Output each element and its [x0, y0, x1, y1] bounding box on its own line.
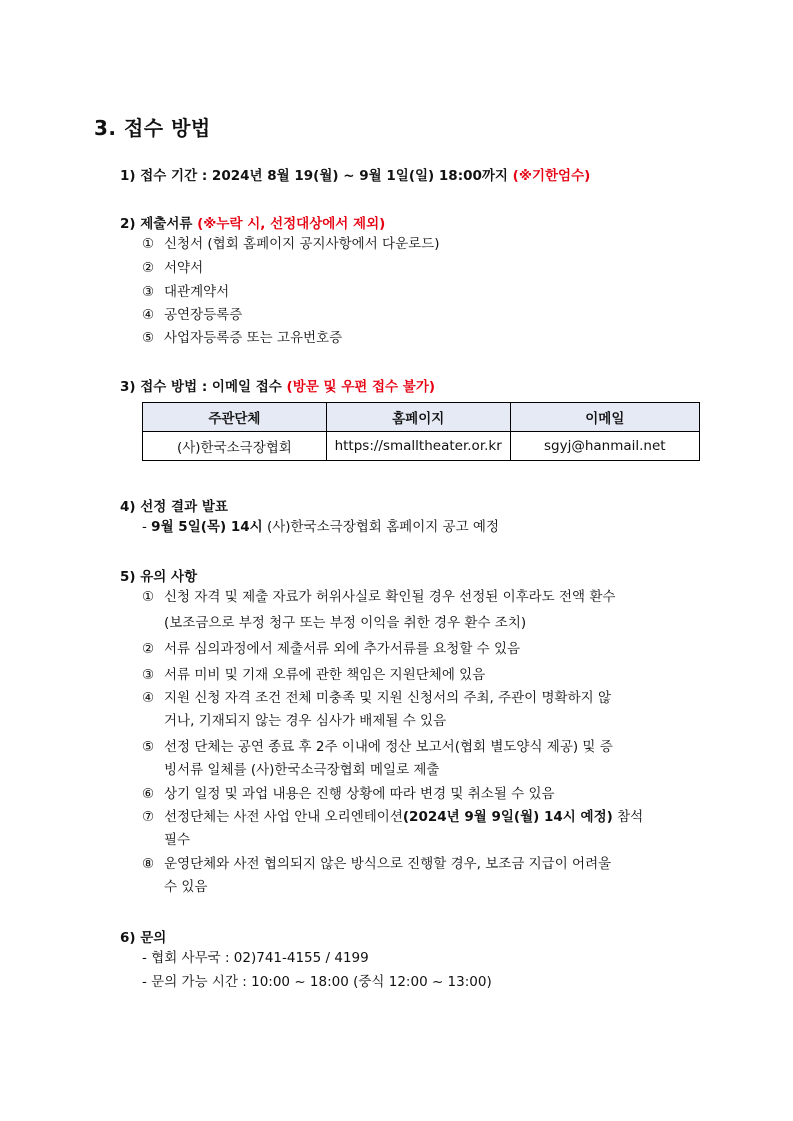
period-note: (※기한엄수)	[512, 168, 591, 184]
table-header-row	[143, 403, 700, 432]
list-item-continuation: (보조금으로 부정 청구 또는 부정 이익을 취한 경우 환수 조치)	[164, 615, 527, 631]
table-row	[143, 432, 700, 461]
list-item: ② 서류 심의과정에서 제출서류 외에 추가서류를 요청할 수 있음	[142, 641, 521, 657]
list-item-continuation: 필수	[164, 832, 191, 848]
list-item: ③ 서류 미비 및 기재 오류에 관한 책임은 지원단체에 있음	[142, 667, 486, 683]
list-item: ④ 공연장등록증	[142, 307, 243, 323]
list-item: ⑧ 운영단체와 사전 협의되지 않은 방식으로 진행할 경우, 보조금 지급이 어려울	[142, 856, 612, 872]
period-label: 1) 접수 기간 : 2024년 8월 19(월) ~ 9월 1일(일) 18:00까지	[120, 168, 508, 184]
list-item-continuation: 거나, 기재되지 않는 경우 심사가 배제될 수 있음	[164, 713, 447, 729]
contact-table	[142, 402, 700, 461]
notes-heading: 5) 유의 사항	[120, 569, 198, 585]
list-item: ④ 지원 신청 자격 조건 전체 미충족 및 지원 신청서의 주최, 주관이 명확하지 않	[142, 690, 612, 706]
table-header: 주관단체	[143, 403, 327, 432]
table-cell: (사)한국소극장협회	[143, 432, 327, 461]
table-header: 이메일	[510, 403, 699, 432]
list-item: ③ 대관계약서	[142, 284, 230, 300]
documents-label: 2) 제출서류	[120, 216, 193, 232]
results-line: - 9월 5일(목) 14시 (사)한국소극장협회 홈페이지 공고 예정	[142, 519, 500, 535]
method-note: (방문 및 우편 접수 불가)	[286, 379, 436, 395]
list-item-continuation: 수 있음	[164, 879, 208, 895]
table-header: 홈페이지	[326, 403, 510, 432]
list-item: ② 서약서	[142, 260, 204, 276]
method-heading	[120, 375, 435, 395]
list-item: ① 신청서 (협회 홈페이지 공지사항에서 다운로드)	[142, 236, 440, 252]
list-item: ⑤ 선정 단체는 공연 종료 후 2주 이내에 정산 보고서(협회 별도양식 제공) 및 증	[142, 739, 613, 755]
method-label: 3) 접수 방법 : 이메일 접수	[120, 379, 282, 395]
list-item: ⑤ 사업자등록증 또는 고유번호증	[142, 330, 343, 346]
documents-note: (※누락 시, 선정대상에서 제외)	[197, 216, 386, 232]
period-heading	[120, 164, 590, 184]
results-heading: 4) 선정 결과 발표	[120, 499, 228, 515]
email-link[interactable]: sgyj@hanmail.net	[510, 432, 699, 461]
homepage-link[interactable]: https://smalltheater.or.kr	[326, 432, 510, 461]
contact-heading: 6) 문의	[120, 930, 167, 946]
section-title: 3. 접수 방법	[94, 116, 211, 140]
contact-phone: - 협회 사무국 : 02)741-4155 / 4199	[142, 950, 369, 966]
contact-hours: - 문의 가능 시간 : 10:00 ~ 18:00 (중식 12:00 ~ 13:00)	[142, 974, 492, 990]
list-item: ⑦ 선정단체는 사전 사업 안내 오리엔테이션(2024년 9월 9일(월) 14시 예정) 참석	[142, 809, 644, 825]
documents-heading	[120, 212, 385, 232]
list-item: ① 신청 자격 및 제출 자료가 허위사실로 확인될 경우 선정된 이후라도 전액 환수	[142, 589, 616, 605]
list-item-continuation: 빙서류 일체를 (사)한국소극장협회 메일로 제출	[164, 762, 440, 778]
list-item: ⑥ 상기 일정 및 과업 내용은 진행 상황에 따라 변경 및 취소될 수 있음	[142, 786, 555, 802]
